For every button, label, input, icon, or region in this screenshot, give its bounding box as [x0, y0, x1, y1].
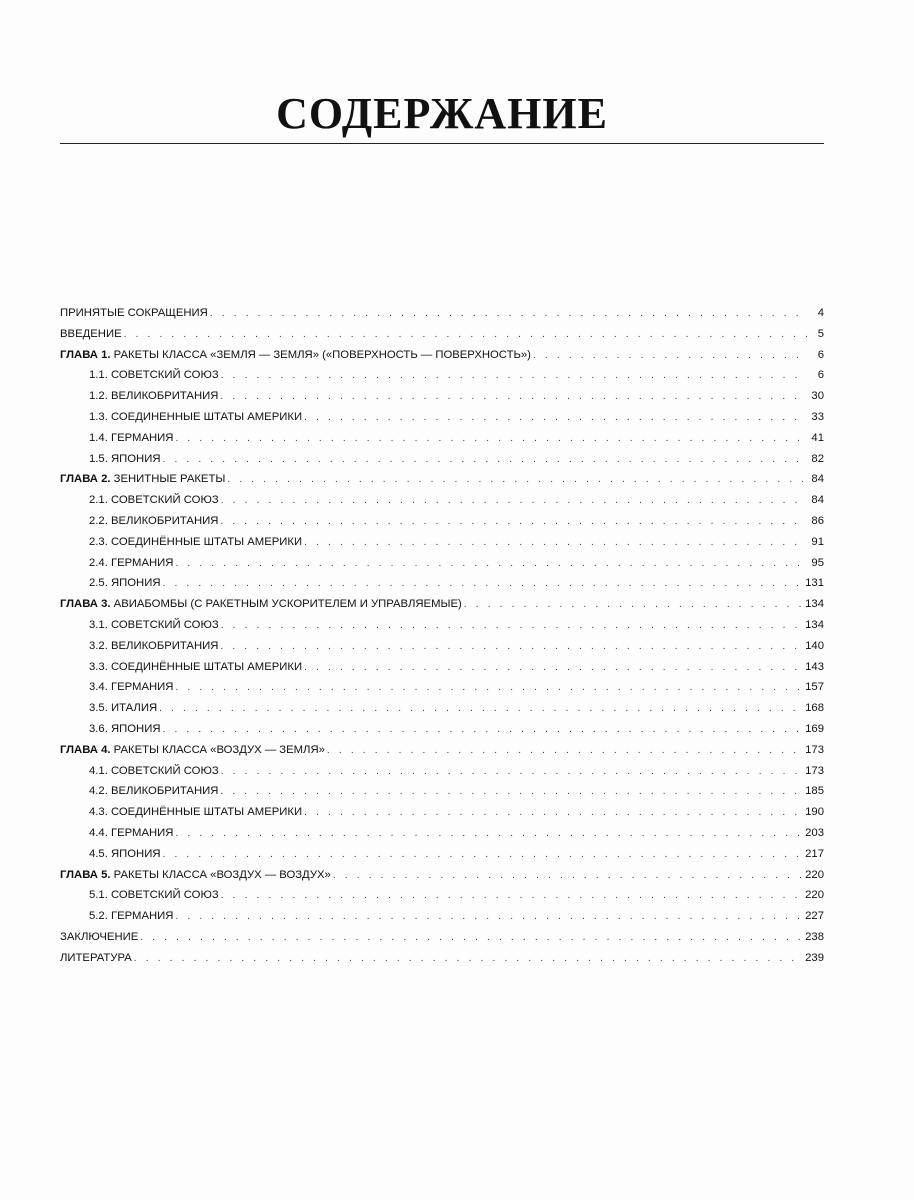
toc-subsection-entry[interactable]: [60, 802, 824, 823]
toc-entry-label: 3.2. ВЕЛИКОБРИТАНИЯ: [89, 639, 219, 652]
toc-entry-title: [89, 761, 219, 782]
toc-page-number: 30: [811, 390, 824, 403]
toc-page-number: 143: [805, 660, 824, 673]
dot-leader: [221, 886, 802, 907]
dot-leader: [304, 533, 807, 554]
toc-entry-title: [60, 927, 138, 948]
toc-entry-label: 5.1. СОВЕТСКИЙ СОЮЗ: [89, 889, 219, 902]
toc-entry-title: [89, 532, 302, 553]
dot-leader: [327, 741, 802, 762]
dot-leader: [304, 408, 807, 429]
toc-entry-label: 2.2. ВЕЛИКОБРИТАНИЯ: [89, 514, 219, 527]
toc-entry-title: [60, 324, 122, 345]
toc-entry-title: [89, 823, 173, 844]
toc-entry-title: [89, 428, 173, 449]
toc-entry-title: [89, 553, 173, 574]
toc-chapter-entry[interactable]: [60, 594, 824, 615]
toc-entry-label: ВВЕДЕНИЕ: [60, 327, 122, 340]
toc-subsection-entry[interactable]: [60, 573, 824, 594]
toc-entry-title: [89, 490, 219, 511]
toc-entry-title: [89, 386, 218, 407]
title-divider: [60, 143, 824, 144]
toc-entry-title: [89, 698, 157, 719]
toc-entry-title: [89, 365, 219, 386]
toc-entry-title: [89, 844, 160, 865]
toc-entry-title: [89, 573, 160, 594]
toc-page-number: 84: [811, 494, 824, 507]
toc-page-number: 41: [811, 431, 824, 444]
toc-page-number: 86: [811, 514, 824, 527]
dot-leader: [220, 387, 807, 408]
toc-entry-label: 3.3. СОЕДИНЁННЫЕ ШТАТЫ АМЕРИКИ: [89, 660, 303, 673]
dot-leader: [162, 450, 807, 471]
toc-entry-label: 2.1. СОВЕТСКИЙ СОЮЗ: [89, 494, 219, 507]
toc-subsection-entry[interactable]: [60, 407, 824, 428]
toc-page-number: 185: [805, 785, 824, 798]
toc-subsection-entry[interactable]: [60, 823, 824, 844]
toc-entry-title: [89, 449, 160, 470]
toc-entry[interactable]: [60, 927, 824, 948]
toc-subsection-entry[interactable]: [60, 677, 824, 698]
toc-page-number: 134: [805, 598, 824, 611]
toc-chapter-number: ГЛАВА 1.: [60, 348, 111, 361]
dot-leader: [162, 720, 802, 741]
toc-entry-label: РАКЕТЫ КЛАССА «ЗЕМЛЯ — ЗЕМЛЯ» («ПОВЕРХНОСТЬ — ПОВЕРХНОСТЬ»): [110, 348, 531, 361]
toc-page-number: 220: [805, 889, 824, 902]
toc-page-number: 227: [805, 910, 824, 923]
toc-entry-title: [89, 781, 218, 802]
toc-chapter-entry[interactable]: [60, 345, 824, 366]
toc-page-number: 91: [811, 535, 824, 548]
toc-page-number: 82: [811, 452, 824, 465]
toc-page-number: 173: [805, 743, 824, 756]
toc-page-number: 157: [805, 681, 824, 694]
dot-leader: [220, 637, 802, 658]
toc-subsection-entry[interactable]: [60, 844, 824, 865]
toc-page-number: 134: [805, 618, 824, 631]
toc-subsection-entry[interactable]: [60, 719, 824, 740]
toc-entry-label: 2.3. СОЕДИНЁННЫЕ ШТАТЫ АМЕРИКИ: [89, 535, 303, 548]
toc-entry-label: РАКЕТЫ КЛАССА «ВОЗДУХ — ЗЕМЛЯ»: [110, 743, 325, 756]
toc-page-number: 6: [817, 348, 824, 361]
toc-entry-label: 4.3. СОЕДИНЁННЫЕ ШТАТЫ АМЕРИКИ: [89, 806, 303, 819]
toc-page-number: 84: [811, 473, 824, 486]
table-of-contents: [60, 303, 824, 969]
dot-leader: [175, 554, 807, 575]
toc-subsection-entry[interactable]: [60, 636, 824, 657]
toc-page-number: 95: [811, 556, 824, 569]
toc-entry-label: 4.2. ВЕЛИКОБРИТАНИЯ: [89, 785, 219, 798]
toc-entry-label: 2.4. ГЕРМАНИЯ: [89, 556, 174, 569]
toc-entry-title: [60, 345, 531, 366]
toc-entry-label: 3.6. ЯПОНИЯ: [89, 722, 161, 735]
toc-page-number: 203: [805, 826, 824, 839]
toc-chapter-number: ГЛАВА 4.: [60, 743, 111, 756]
dot-leader: [227, 470, 807, 491]
dot-leader: [175, 907, 802, 928]
dot-leader: [140, 928, 802, 949]
toc-page-number: 169: [805, 722, 824, 735]
toc-entry-label: 1.4. ГЕРМАНИЯ: [89, 431, 174, 444]
toc-subsection-entry[interactable]: [60, 761, 824, 782]
toc-subsection-entry[interactable]: [60, 386, 824, 407]
toc-subsection-entry[interactable]: [60, 428, 824, 449]
toc-subsection-entry[interactable]: [60, 490, 824, 511]
toc-entry-title: [89, 407, 302, 428]
toc-entry-label: ЗАКЛЮЧЕНИЕ: [60, 930, 139, 943]
toc-entry-label: 4.5. ЯПОНИЯ: [89, 847, 161, 860]
dot-leader: [220, 512, 807, 533]
toc-entry-label: 1.2. ВЕЛИКОБРИТАНИЯ: [89, 390, 219, 403]
dot-leader: [175, 824, 802, 845]
toc-entry-title: [60, 740, 325, 761]
toc-page-number: 33: [811, 410, 824, 423]
toc-chapter-number: ГЛАВА 2.: [60, 473, 111, 486]
toc-page-number: 173: [805, 764, 824, 777]
toc-entry-label: 3.4. ГЕРМАНИЯ: [89, 681, 174, 694]
dot-leader: [333, 866, 802, 887]
dot-leader: [464, 595, 802, 616]
toc-entry-label: 4.4. ГЕРМАНИЯ: [89, 826, 174, 839]
toc-page-number: 190: [805, 806, 824, 819]
toc-chapter-entry[interactable]: [60, 740, 824, 761]
toc-chapter-entry[interactable]: [60, 865, 824, 886]
page-title: СОДЕРЖАНИЕ: [276, 89, 608, 138]
toc-entry-label: 2.5. ЯПОНИЯ: [89, 577, 161, 590]
toc-entry-label: 3.1. СОВЕТСКИЙ СОЮЗ: [89, 618, 219, 631]
toc-entry-title: [89, 511, 218, 532]
dot-leader: [220, 782, 802, 803]
toc-entry-label: 1.3. СОЕДИНЕННЫЕ ШТАТЫ АМЕРИКИ: [89, 410, 303, 423]
toc-entry-label: 3.5. ИТАЛИЯ: [89, 702, 158, 715]
toc-subsection-entry[interactable]: [60, 885, 824, 906]
toc-entry-label: АВИАБОМБЫ (С РАКЕТНЫМ УСКОРИТЕЛЕМ И УПРАВЛЯЕМЫЕ): [110, 598, 462, 611]
dot-leader: [221, 762, 802, 783]
toc-entry-title: [89, 615, 219, 636]
toc-subsection-entry[interactable]: [60, 698, 824, 719]
toc-entry-title: [60, 865, 331, 886]
toc-page-number: 6: [817, 369, 824, 382]
toc-entry-title: [60, 594, 462, 615]
toc-entry-title: [60, 948, 132, 969]
toc-entry-label: ЛИТЕРАТУРА: [60, 951, 132, 964]
dot-leader: [304, 658, 802, 679]
dot-leader: [221, 366, 807, 387]
toc-entry[interactable]: [60, 303, 824, 324]
toc-entry-label: 5.2. ГЕРМАНИЯ: [89, 910, 174, 923]
toc-subsection-entry[interactable]: [60, 449, 824, 470]
toc-entry-title: [89, 885, 219, 906]
dot-leader: [162, 845, 802, 866]
toc-chapter-entry[interactable]: [60, 469, 824, 490]
toc-entry-label: ЗЕНИТНЫЕ РАКЕТЫ: [110, 473, 226, 486]
toc-page-number: 140: [805, 639, 824, 652]
toc-page-number: 217: [805, 847, 824, 860]
toc-subsection-entry[interactable]: [60, 615, 824, 636]
toc-subsection-entry[interactable]: [60, 532, 824, 553]
toc-page-number: 168: [805, 702, 824, 715]
dot-leader: [175, 429, 807, 450]
toc-entry-label: 1.1. СОВЕТСКИЙ СОЮЗ: [89, 369, 219, 382]
toc-entry-title: [89, 677, 173, 698]
toc-subsection-entry[interactable]: [60, 781, 824, 802]
toc-page-number: 5: [817, 327, 824, 340]
toc-page-number: 131: [805, 577, 824, 590]
dot-leader: [533, 346, 807, 367]
toc-entry-title: [60, 469, 225, 490]
toc-chapter-number: ГЛАВА 3.: [60, 598, 111, 611]
toc-entry-title: [89, 719, 160, 740]
dot-leader: [134, 949, 802, 970]
toc-entry[interactable]: [60, 948, 824, 969]
toc-entry-title: [60, 303, 208, 324]
toc-page-number: 238: [805, 930, 824, 943]
toc-subsection-entry[interactable]: [60, 906, 824, 927]
toc-subsection-entry[interactable]: [60, 511, 824, 532]
toc-subsection-entry[interactable]: [60, 657, 824, 678]
toc-page-number: 4: [817, 307, 824, 319]
toc-page-number: 220: [805, 868, 824, 881]
dot-leader: [210, 304, 807, 325]
toc-entry-label: ПРИНЯТЫЕ СОКРАЩЕНИЯ: [60, 307, 208, 319]
dot-leader: [175, 678, 802, 699]
dot-leader: [304, 803, 802, 824]
toc-entry-label: РАКЕТЫ КЛАССА «ВОЗДУХ — ВОЗДУХ»: [110, 868, 331, 881]
toc-entry-title: [89, 906, 173, 927]
toc-page-number: 239: [805, 951, 824, 964]
toc-chapter-number: ГЛАВА 5.: [60, 868, 111, 881]
toc-entry-label: 1.5. ЯПОНИЯ: [89, 452, 161, 465]
toc-entry-title: [89, 802, 302, 823]
toc-subsection-entry[interactable]: [60, 365, 824, 386]
dot-leader: [159, 699, 802, 720]
toc-entry-title: [89, 636, 218, 657]
toc-subsection-entry[interactable]: [60, 553, 824, 574]
dot-leader: [221, 491, 807, 512]
dot-leader: [124, 325, 807, 346]
dot-leader: [221, 616, 802, 637]
toc-entry-label: 4.1. СОВЕТСКИЙ СОЮЗ: [89, 764, 219, 777]
dot-leader: [162, 574, 802, 595]
toc-entry-title: [89, 657, 302, 678]
toc-entry[interactable]: [60, 324, 824, 345]
